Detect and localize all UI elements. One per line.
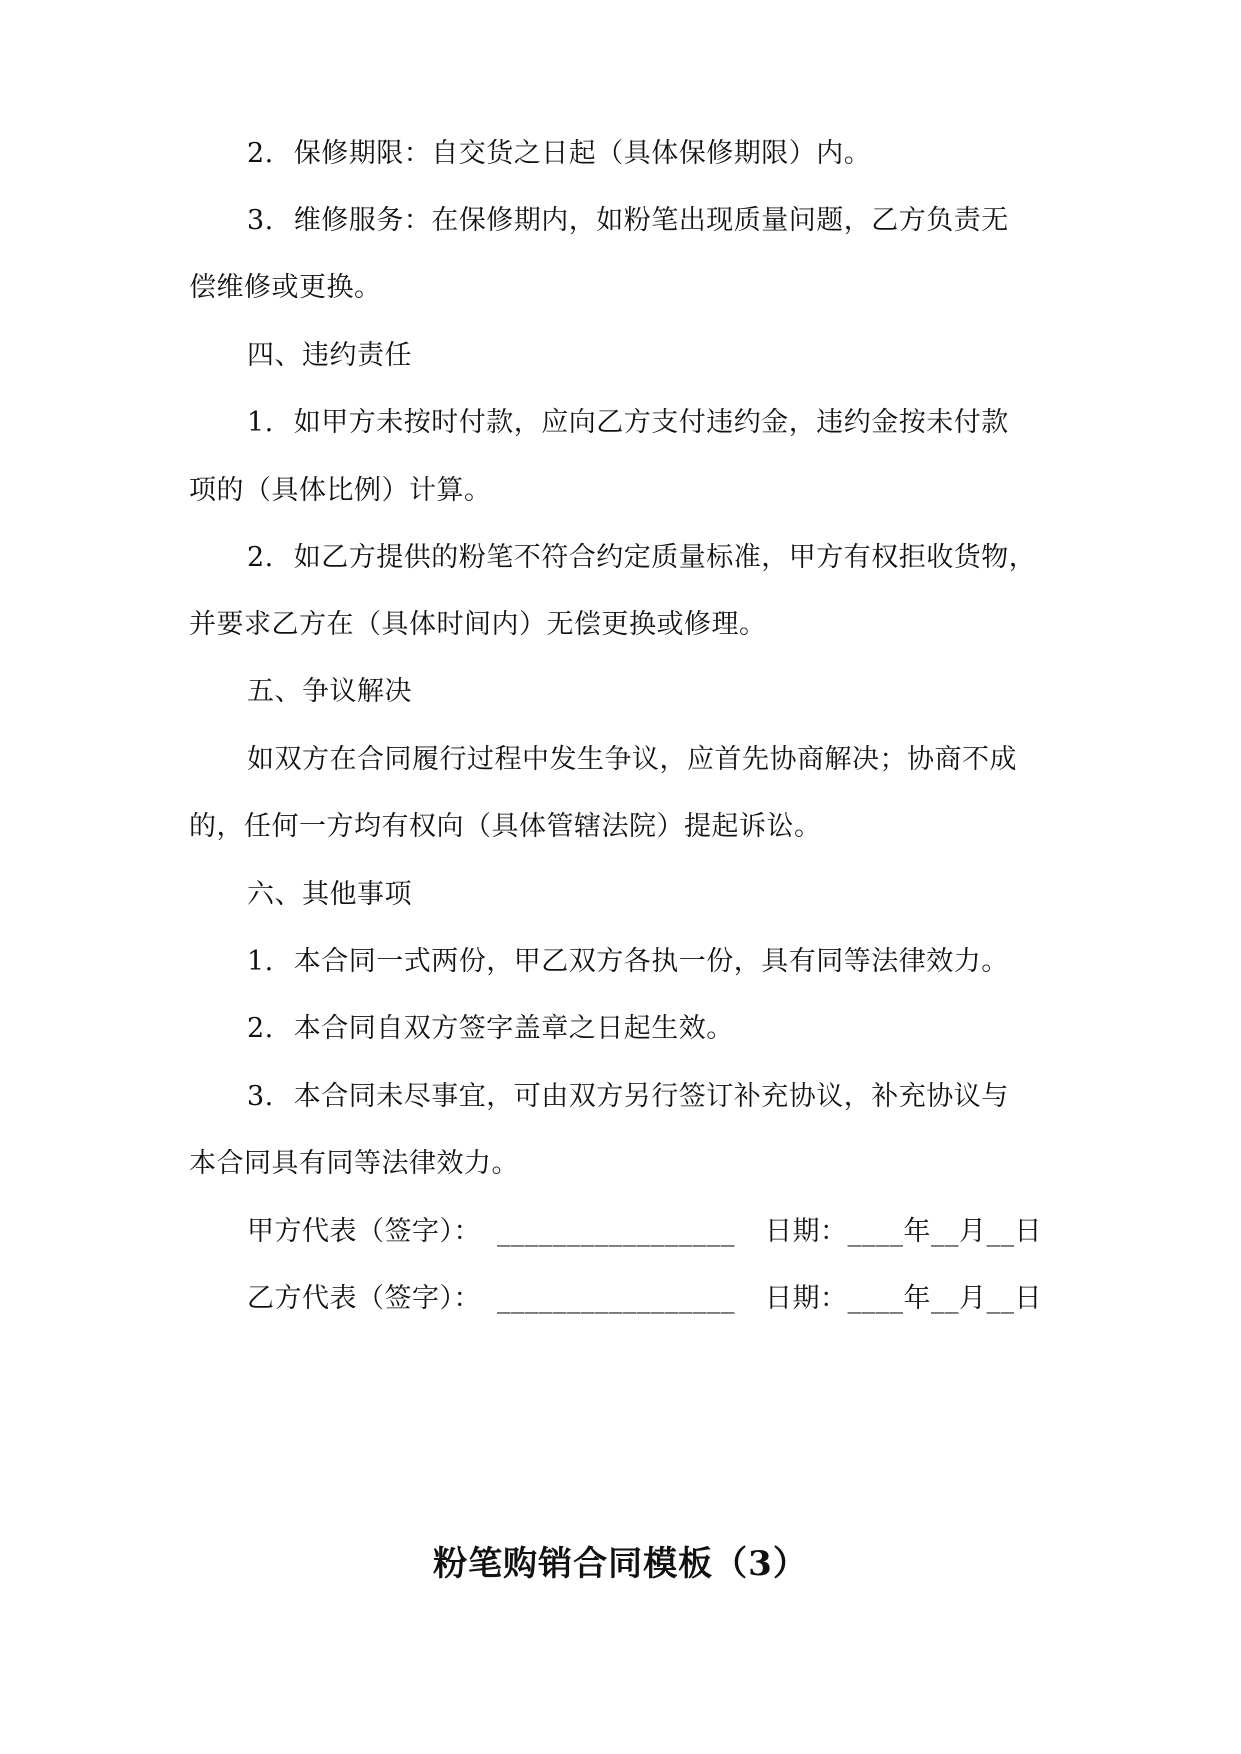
clause-late-payment-cont bbox=[0, 471, 1241, 511]
signature-line-party-b bbox=[0, 1279, 1241, 1319]
clause-late-payment bbox=[0, 403, 1241, 443]
clause-copies bbox=[0, 942, 1241, 982]
clause-number: 1. bbox=[247, 946, 274, 977]
section-heading: 六、其他事项 bbox=[247, 879, 412, 910]
clause-text: 本合同具有同等法律效力。 bbox=[189, 1148, 519, 1179]
signature-line-party-a bbox=[0, 1212, 1241, 1252]
clause-number: 1. bbox=[247, 407, 274, 438]
clause-number: 3. bbox=[247, 205, 274, 236]
clause-text: 维修服务：在保修期内，如粉笔出现质量问题，乙方负责无 bbox=[293, 205, 1009, 236]
clause-text: 如双方在合同履行过程中发生争议，应首先协商解决；协商不成 bbox=[247, 744, 1017, 775]
clause-effective bbox=[0, 1009, 1241, 1049]
section-heading: 四、违约责任 bbox=[247, 340, 412, 371]
clause-text: 偿维修或更换。 bbox=[189, 272, 382, 303]
clause-quality-breach bbox=[0, 538, 1241, 578]
clause-dispute-cont bbox=[0, 807, 1241, 847]
clause-text: 的，任何一方均有权向（具体管辖法院）提起诉讼。 bbox=[189, 811, 822, 842]
clause-dispute bbox=[0, 740, 1241, 780]
clause-text: 本合同自双方签字盖章之日起生效。 bbox=[293, 1013, 734, 1044]
section-heading-other bbox=[0, 875, 1241, 915]
clause-number: 2. bbox=[247, 542, 274, 573]
clause-text: 如甲方未按时付款，应向乙方支付违约金，违约金按未付款 bbox=[293, 407, 1009, 438]
signature-label: 甲方代表（签字）： bbox=[247, 1216, 481, 1247]
signature-blank: _________________ bbox=[497, 1216, 735, 1247]
clause-number: 3. bbox=[247, 1081, 274, 1112]
clause-text: 本合同一式两份，甲乙双方各执一份，具有同等法律效力。 bbox=[293, 946, 1009, 977]
clause-text: 项的（具体比例）计算。 bbox=[189, 475, 492, 506]
signature-blank: _________________ bbox=[497, 1283, 735, 1314]
clause-repair-service-cont bbox=[0, 268, 1241, 308]
clause-quality-breach-cont bbox=[0, 605, 1241, 645]
signature-label: 乙方代表（签字）： bbox=[247, 1283, 481, 1314]
clause-text: 如乙方提供的粉笔不符合约定质量标准，甲方有权拒收货物， bbox=[293, 542, 1037, 573]
clause-repair-service bbox=[0, 201, 1241, 241]
signature-date: 日期：____年__月__日 bbox=[765, 1283, 1042, 1314]
signature-date: 日期：____年__月__日 bbox=[765, 1216, 1042, 1247]
clause-text: 并要求乙方在（具体时间内）无偿更换或修理。 bbox=[189, 609, 767, 640]
section-heading-liability bbox=[0, 336, 1241, 376]
section-heading-dispute bbox=[0, 672, 1241, 712]
section-heading: 五、争议解决 bbox=[247, 676, 412, 707]
next-contract-title: 粉笔购销合同模板（3） bbox=[433, 1544, 808, 1584]
clause-text: 本合同未尽事宜，可由双方另行签订补充协议，补充协议与 bbox=[293, 1081, 1009, 1112]
clause-supplement-cont bbox=[0, 1144, 1241, 1184]
clause-text: 保修期限：自交货之日起（具体保修期限）内。 bbox=[293, 138, 872, 169]
clause-warranty-period bbox=[0, 134, 1241, 174]
clause-supplement bbox=[0, 1077, 1241, 1117]
clause-number: 2. bbox=[247, 138, 274, 169]
clause-number: 2. bbox=[247, 1013, 274, 1044]
